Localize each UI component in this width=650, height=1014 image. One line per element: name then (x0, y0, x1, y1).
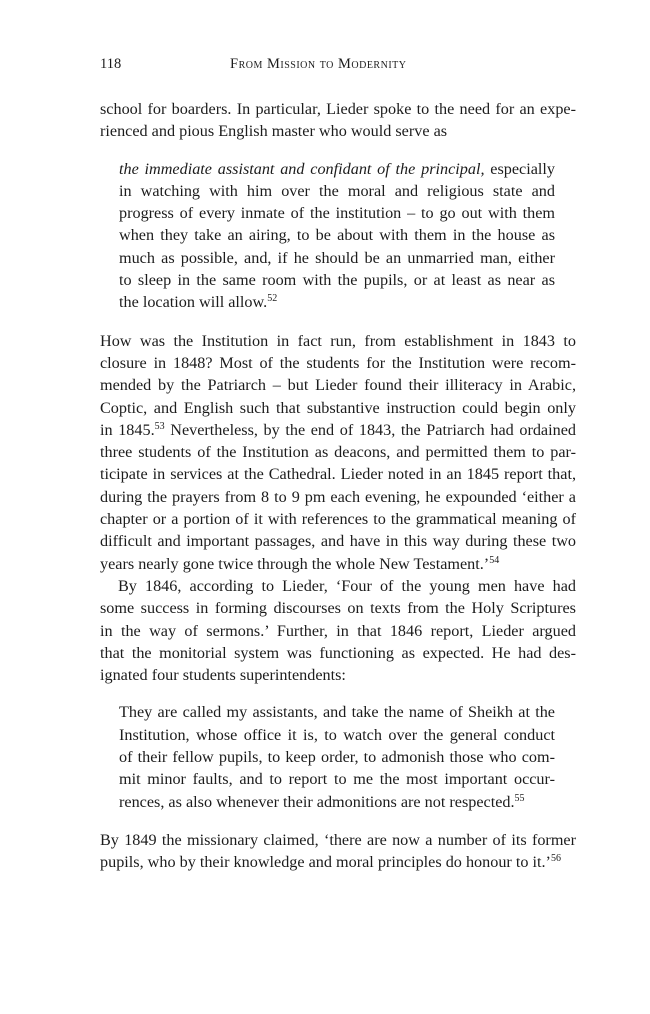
footnote-ref: 53 (154, 420, 165, 432)
page-body (100, 98, 576, 874)
text-line (119, 291, 555, 313)
footnote-ref: 56 (550, 853, 561, 865)
footnote-ref: 52 (267, 293, 278, 305)
block-quote (100, 158, 555, 314)
text-span: especially (484, 159, 555, 178)
paragraph-continued (100, 98, 576, 143)
text-line (100, 419, 576, 441)
text-line: Institution, whose office it is, to watch over the general conduct (119, 725, 555, 744)
text-line: when they take an airing, to be about with them in the house as (119, 226, 555, 245)
text-line (100, 553, 576, 575)
text-span: pupils, who by their knowledge and moral principles do honour to it.’ (100, 853, 551, 872)
page-number: 118 (100, 56, 122, 72)
text-span: years nearly gone twice through the whole New Testament.’ (100, 554, 490, 573)
text-line (119, 791, 555, 813)
text-line: during the prayers from 8 to 9 pm each evening, he expounded ‘either a (100, 487, 576, 506)
paragraph (100, 575, 576, 686)
text-line: in watching with him over the moral and religious state and (119, 181, 555, 200)
text-line: By 1849 the missionary claimed, ‘there are now a number of its former (100, 830, 576, 849)
text-line: to sleep in the same room with the pupils, or at least as near as (119, 271, 555, 290)
text-line: progress of every inmate of the institution – to go out with them (119, 204, 555, 223)
text-line: They are called my assistants, and take the name of Sheikh at the (119, 703, 555, 722)
text-line: mended by the Patriarch – but Lieder found their illiteracy in Arabic, (100, 376, 576, 395)
text-line: chapter or a portion of it with references to the grammatical meaning of (100, 510, 576, 529)
paragraph (100, 829, 576, 874)
paragraph (100, 330, 576, 575)
text-line: ignated four students superintendents: (100, 666, 346, 685)
text-line (119, 158, 555, 180)
text-line: closure in 1848? Most of the students for the Institution were recom- (100, 353, 576, 372)
text-line: rienced and pious English master who would serve as (100, 122, 448, 141)
footnote-ref: 55 (514, 792, 525, 804)
text-line: in the way of sermons.’ Further, in that 1846 report, Lieder argued (100, 621, 576, 640)
text-span: in 1845. (100, 420, 155, 439)
text-line: some success in forming discourses on texts from the Holy Scriptures (100, 599, 576, 618)
text-line: mit minor faults, and to report to me the most important occur- (119, 770, 555, 789)
text-span: the location will allow. (119, 293, 268, 312)
page-header (100, 56, 576, 78)
text-span: Nevertheless, by the end of 1843, the Patriarch had ordained (164, 420, 576, 439)
text-span: rences, as also whenever their admonitions are not respected. (119, 792, 515, 811)
block-quote (100, 701, 555, 812)
text-line: of their fellow pupils, to keep order, to admonish those who com- (119, 748, 555, 767)
text-line: By 1846, according to Lieder, ‘Four of the young men have had (118, 576, 576, 595)
italic-phrase: the immediate assistant and confidant of the principal, (119, 159, 485, 178)
text-line: much as possible, and, if he should be an unmarried man, either (119, 248, 555, 267)
text-line: difficult and important passages, and have in this way during these two (100, 532, 576, 551)
text-line: ticipate in services at the Cathedral. Lieder noted in an 1845 report that, (100, 465, 576, 484)
text-line: that the monitorial system was functioning as expected. He had des- (100, 643, 576, 662)
running-head: From Mission to Modernity (230, 56, 407, 72)
text-line (100, 851, 576, 873)
text-line: Coptic, and English such that substantive instruction could begin only (100, 398, 576, 417)
footnote-ref: 54 (489, 554, 500, 566)
text-line: How was the Institution in fact run, from establishment in 1843 to (100, 331, 576, 350)
text-line: school for boarders. In particular, Lieder spoke to the need for an expe- (100, 100, 576, 118)
text-line: three students of the Institution as deacons, and permitted them to par- (100, 443, 576, 462)
